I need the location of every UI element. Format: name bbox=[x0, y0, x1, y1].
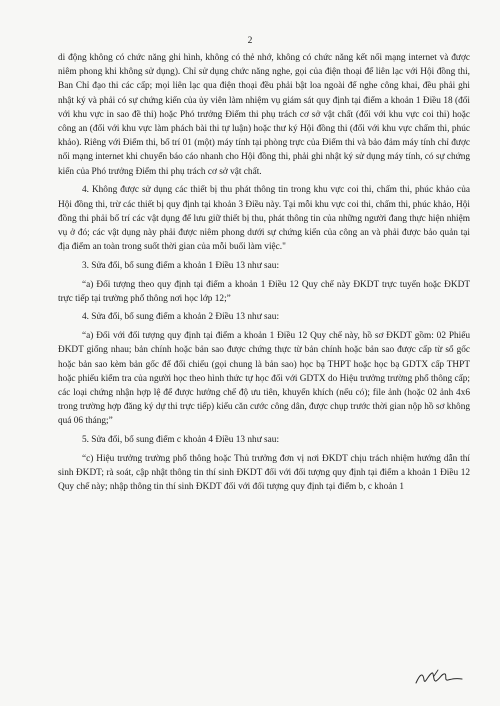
paragraph-amend-3-text: “a) Đối tượng theo quy định tại điểm a khoản 1 Điều 12 Quy chế này ĐKDT trực tuyến hoặc ĐKDT trực tiếp tại trường phổ thông nơi học lớp 12;” bbox=[58, 279, 470, 304]
paragraph-amend-4-heading: 4. Sửa đổi, bổ sung điểm a khoản 2 Điều 13 như sau: bbox=[82, 312, 280, 323]
paragraph-amend-5-heading: 5. Sửa đổi, bổ sung điểm c khoản 4 Điều 13 như sau: bbox=[82, 435, 280, 446]
paragraph-amend-4-text: “a) Đối với đối tượng quy định tại điểm a khoản 1 Điều 12 Quy chế này, hồ sơ ĐKDT gồm: 02 Phiếu ĐKDT giống nhau; bản chính hoặc bản sao được chứng thực từ bản chính hoặc bản sao được cấp từ sổ gốc hoặc bản sao kèm bản gốc để đối chiếu (gọi chung là bản sao) học bạ THPT hoặc học bạ GDTX cấp THPT hoặc phiếu kiểm tra của người học theo hình thức tự học đối với GDTX do Hiệu trưởng trường phổ thông cấp; các loại chứng nhận hợp lệ để được hưởng chế độ ưu tiên, khuyến khích (nếu có); file ảnh (hoặc 02 ảnh 4x6 trong trường hợp đăng ký dự thi trực tiếp) kiểu căn cước công dân, được chụp trước thời gian nộp hồ sơ không quá 06 tháng;” bbox=[58, 331, 470, 427]
paragraph-clause-4: 4. Không được sử dụng các thiết bị thu phát thông tin trong khu vực coi thi, chấm thi, phúc khảo của Hội đồng thi, trừ các thiết bị quy định tại khoản 3 Điều này. Tại mỗi khu vực coi thi, chấm thi, phúc khảo, Hội đồng thi phải bố trí các vật dụng để lưu giữ thiết bị thu, phát thông tin của những người đang thực hiện nhiệm vụ ở đó; các vật dụng này phải được niêm phong dưới sự chứng kiến của công an và phải được bảo quản tại địa điểm an toàn trong suốt thời gian của mỗi buổi làm việc." bbox=[58, 185, 470, 253]
document-body bbox=[58, 51, 470, 499]
page-number: 2 bbox=[247, 36, 253, 46]
paragraph-amend-3-heading: 3. Sửa đổi, bổ sung điểm a khoản 1 Điều 13 như sau: bbox=[82, 260, 280, 271]
initials-signature bbox=[414, 666, 464, 688]
paragraph-amend-5-text: “c) Hiệu trưởng trường phổ thông hoặc Thủ trưởng đơn vị nơi ĐKDT chịu trách nhiệm hướng dẫn thí sinh ĐKDT; rà soát, cập nhật thông tin thí sinh ĐKDT đối với đối tượng quy định tại điểm a khoản 1 Điều 12 Quy chế này; nhập thông tin thí sinh ĐKDT đối với đối tượng quy định tại điểm b, c khoản 1 bbox=[58, 453, 470, 493]
paragraph-continued: di động không có chức năng ghi hình, không có thẻ nhớ, không có chức năng kết nối mạng internet và được niêm phong khi không sử dụng). Chỉ sử dụng chức năng nghe, gọi của điện thoại để liên lạc với Hội đồng thi, Ban Chỉ đạo thi các cấp; mọi liên lạc qua điện thoại đều phải bật loa ngoài để nghe công khai, đều phải ghi nhật ký và phải có sự chứng kiến của ủy viên làm nhiệm vụ giám sát quy định tại điểm a khoản 1 Điều 18 (đối với khu vực in sao đề thi) hoặc Phó trưởng Điểm thi phụ trách cơ sở vật chất (đối với khu vực coi thi) hoặc công an (đối với khu vực làm phách bài thi tự luận) hoặc thư ký Hội đồng thi (đối với khu vực chấm thi, phúc khảo). Riêng với Điểm thi, bố trí 01 (một) máy tính tại phòng trực của Điểm thi và bảo đảm máy tính chỉ được nối mạng internet khi chuyển báo cáo nhanh cho Hội đồng thi, phải ghi nhật ký sử dụng máy tính, có sự chứng kiến của Phó trưởng Điểm thi phụ trách cơ sở vật chất. bbox=[58, 53, 470, 177]
